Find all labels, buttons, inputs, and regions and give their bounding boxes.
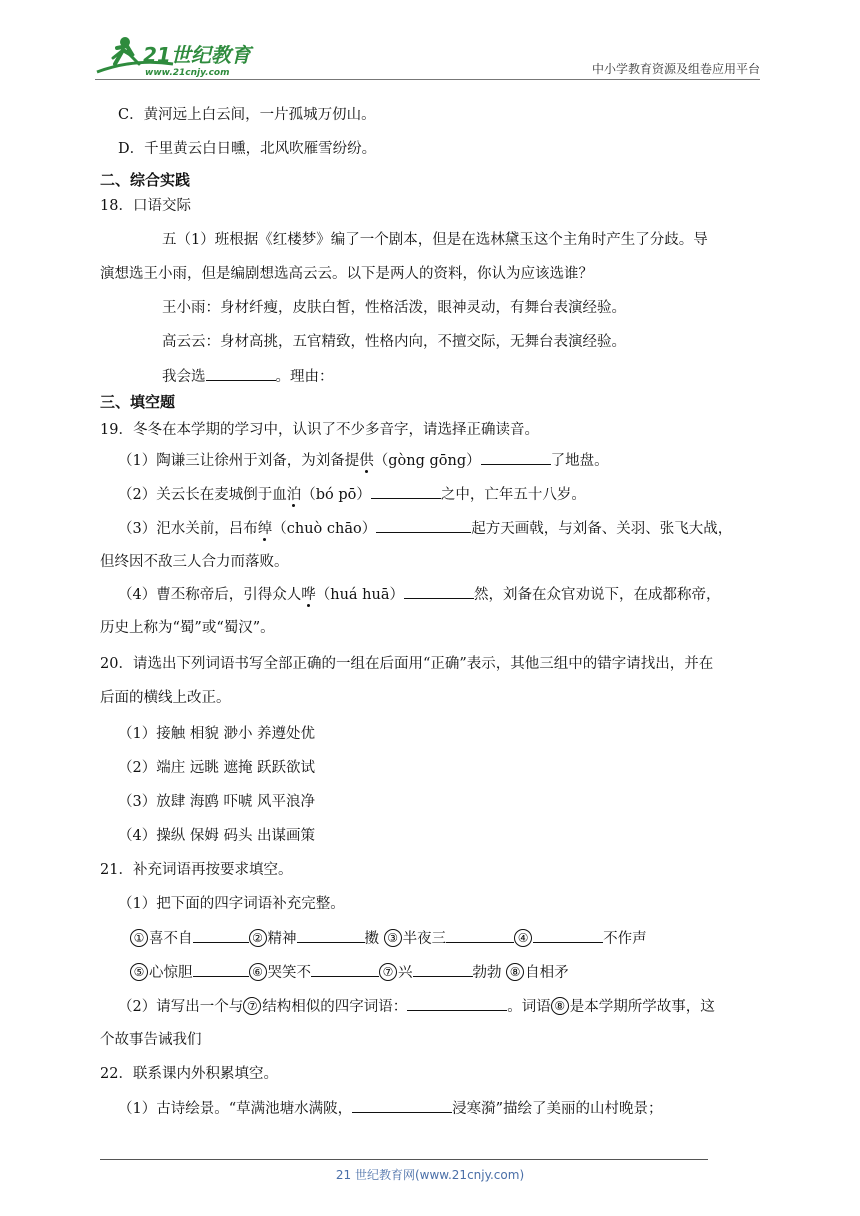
q20-group: （3）放肆 海鸥 吓唬 风平浪净	[118, 794, 316, 810]
answer-blank[interactable]	[404, 584, 474, 599]
answer-blank[interactable]	[446, 928, 514, 943]
q21-words-row: ① 喜不自 ② 精神 擞 ③ 半夜三 ④ 不作声	[130, 928, 647, 949]
answer-blank[interactable]	[481, 450, 551, 465]
answer-blank[interactable]	[371, 484, 441, 499]
q17-option-c: C．黄河远上白云间，一片孤城万仞山。	[118, 107, 376, 123]
q21-sub: （2）请写出一个与 ⑦ 结构相似的四字词语： 。词语 ⑧ 是本学期所学故事，这	[118, 996, 715, 1017]
q19-item-cont: 但终因不敌三人合力而落败。	[100, 554, 289, 570]
q18-paragraph: 五（1）班根据《红楼梦》编了一个剧本，但是在选林黛玉这个主角时产生了分歧。导	[162, 232, 708, 248]
answer-blank[interactable]	[407, 996, 507, 1011]
svg-text:www.21cnjy.com: www.21cnjy.com	[145, 68, 230, 78]
q18-profile: 高云云：身材高挑，五官精致，性格内向，不擅交际，无舞台表演经验。	[162, 334, 626, 350]
q19-item: （1）陶谦三让徐州于刘备，为刘备提供（gòng gōng） 了地盘。	[118, 450, 609, 471]
answer-blank[interactable]	[193, 928, 249, 943]
q19-item: （2）关云长在麦城倒于血泊（bó pō） 之中，亡年五十八岁。	[118, 484, 586, 505]
q18-profile: 王小雨：身材纤瘦，皮肤白皙，性格活泼，眼神灵动，有舞台表演经验。	[162, 300, 626, 316]
q21-sub-cont: 个故事告诫我们	[100, 1032, 202, 1048]
footer-link[interactable]: 21 世纪教育网(www.21cnjy.com)	[335, 1168, 525, 1182]
q18-number: 18．口语交际	[100, 198, 191, 214]
q20-group: （2）端庄 远眺 遮掩 跃跃欲试	[118, 760, 316, 776]
section-title: 二、综合实践	[100, 171, 191, 189]
answer-blank[interactable]	[297, 928, 365, 943]
q18-answer: 我会选 。理由：	[162, 366, 334, 387]
section-title: 三、填空题	[100, 393, 176, 411]
answer-blank[interactable]	[533, 928, 603, 943]
q20-stem: 后面的横线上改正。	[100, 690, 231, 706]
answer-blank[interactable]	[311, 962, 379, 977]
q19-item: （4）曹丕称帝后，引得众人哗（huá huā） 然，刘备在众官劝说下，在成都称帝，	[118, 584, 721, 605]
q22-stem: 22．联系课内外积累填空。	[100, 1066, 278, 1082]
q19-stem: 19．冬冬在本学期的学习中，认识了不少多音字，请选择正确读音。	[100, 422, 539, 438]
header-divider	[95, 79, 760, 80]
q21-words-row: ⑤ 心惊胆 ⑥ 哭笑不 ⑦ 兴 勃勃 ⑧ 自相矛	[130, 962, 569, 983]
q19-item: （3）汜水关前，吕布绰（chuò chāo） 起方天画戟，与刘备、关羽、张飞大战，	[118, 518, 732, 539]
q20-group: （4）操纵 保姆 码头 出谋画策	[118, 828, 316, 844]
footer-divider	[100, 1159, 708, 1160]
q21-sub: （1）把下面的四字词语补充完整。	[118, 896, 345, 912]
q18-paragraph: 演想选王小雨，但是编剧想选高云云。以下是两人的资料，你认为应该选谁？	[100, 266, 593, 282]
answer-blank[interactable]	[376, 518, 471, 533]
q19-item-cont: 历史上称为“蜀”或“蜀汉”。	[100, 620, 275, 636]
page-header	[95, 30, 760, 80]
answer-blank[interactable]	[352, 1098, 452, 1113]
q17-option-d: D．千里黄云白日曛，北风吹雁雪纷纷。	[118, 141, 377, 157]
svg-text:21世纪教育: 21世纪教育	[143, 43, 251, 67]
answer-blank[interactable]	[413, 962, 473, 977]
answer-blank[interactable]	[206, 366, 276, 381]
q21-stem: 21．补充词语再按要求填空。	[100, 862, 293, 878]
site-logo	[95, 34, 265, 78]
q22-item: （1）古诗绘景。“草满池塘水满陂， 浸寒漪”描绘了美丽的山村晚景；	[118, 1098, 663, 1119]
q20-stem: 20．请选出下列词语书写全部正确的一组在后面用“正确”表示，其他三组中的错字请找出，并在	[100, 656, 714, 672]
answer-blank[interactable]	[193, 962, 249, 977]
q20-group: （1）接触 相貌 渺小 养遵处优	[118, 726, 316, 742]
site-name: 中小学教育资源及组卷应用平台	[591, 62, 760, 76]
